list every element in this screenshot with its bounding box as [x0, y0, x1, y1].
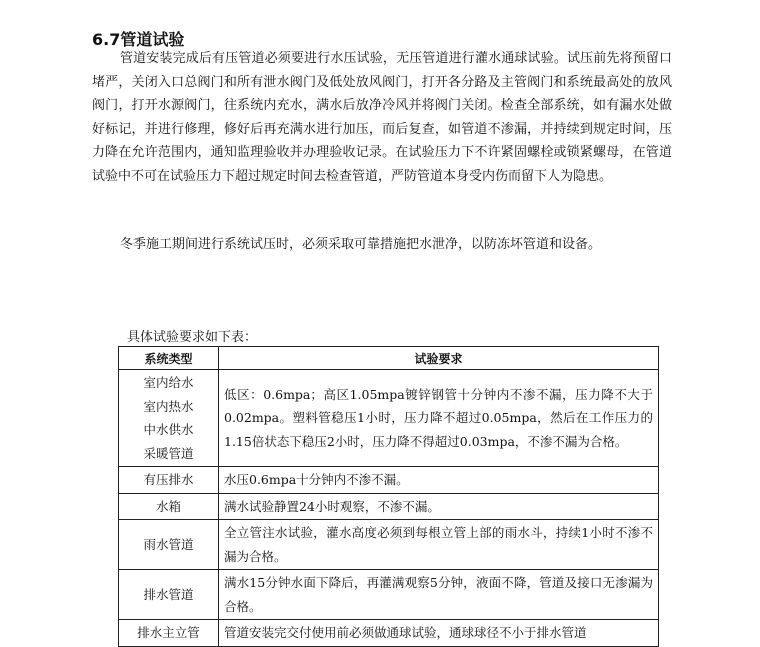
system-type-label: 排水管道: [143, 586, 194, 602]
table-row: [119, 520, 659, 570]
system-type-cell: [119, 620, 219, 647]
test-requirement-cell: 水压0.6mpa十分钟内不渗不漏。: [219, 467, 659, 494]
table-caption: 具体试验要求如下表：: [127, 330, 258, 345]
system-type-label: 中水供水: [143, 422, 194, 437]
table-row: [119, 493, 659, 520]
paragraph-winter-construction: 冬季施工期间进行系统试压时，必须采取可靠措施把水泄净，以防冻坏管道和设备。: [120, 237, 602, 252]
system-type-cell: [119, 493, 219, 520]
table-row: [119, 570, 659, 620]
test-requirement-cell: 满水试验静置24小时观察，不渗不漏。: [219, 493, 659, 520]
system-type-label: 室内给水: [143, 375, 194, 390]
test-requirement-cell: 全立管注水试验，灌水高度必须到每根立管上部的雨水斗，持续1小时不渗不漏为合格。: [219, 520, 659, 570]
section-title: 6.7管道试验: [92, 30, 185, 49]
header-system-type: 系统类型: [119, 347, 219, 370]
system-type-label: 雨水管道: [143, 536, 194, 552]
system-type-cell: [119, 467, 219, 494]
test-requirement-cell: 满水15分钟水面下降后，再灌满观察5分钟，液面不降，管道及接口无渗漏为合格。: [219, 570, 659, 620]
test-requirement-cell: 管道安装完交付使用前必须做通球试验，通球球径不小于排水管道: [219, 620, 659, 647]
system-type-label: 水箱: [155, 498, 181, 514]
table-row: [119, 370, 659, 467]
system-type-cell: [119, 570, 219, 620]
table-row: [119, 467, 659, 494]
table-header-row: [119, 347, 659, 370]
system-type-cell: [119, 520, 219, 570]
system-type-label: 室内热水: [143, 398, 194, 414]
paragraph-pressure-test: 管道安装完成后有压管道必须要进行水压试验，无压管道进行灌水通球试验。试压前先将预留口堵严，关闭入口总阀门和所有泄水阀门及低处放风阀门，打开各分路及主管阀门和系统最高处的放风阀门，打开水源阀门，往系统内充水，满水后放净冷风并将阀门关闭。检查全部系统，如有漏水处做好标记，并进行修理，修好后再充满水进行加压，而后复查，如管道不渗漏，并持续到规定时间，压力降在允许范围内，通知监理验收并办理验收记录。在试验压力下不许紧固螺栓或锁紧螺母，在管道试验中不可在试验压力下超过规定时间去检查管道，严防管道本身受内伤而留下人为隐患。: [92, 51, 672, 184]
test-requirement-cell: 低区：0.6mpa；高区1.05mpa镀锌钢管十分钟内不渗不漏，压力降不大于0.02mpa。塑料管稳压1小时，压力降不超过0.05mpa，然后在工作压力的1.15倍状态下稳压2小时，压力降不得超过0.03mpa，不渗不漏为合格。: [219, 370, 659, 467]
header-test-requirement: 试验要求: [219, 347, 659, 370]
system-type-label: 排水主立管: [137, 625, 200, 640]
test-requirements-table: [118, 346, 659, 647]
system-type-label: 有压排水: [143, 472, 194, 487]
system-type-cell: [119, 370, 219, 467]
table-row: [119, 620, 659, 647]
system-type-label: 采暖管道: [143, 445, 194, 461]
